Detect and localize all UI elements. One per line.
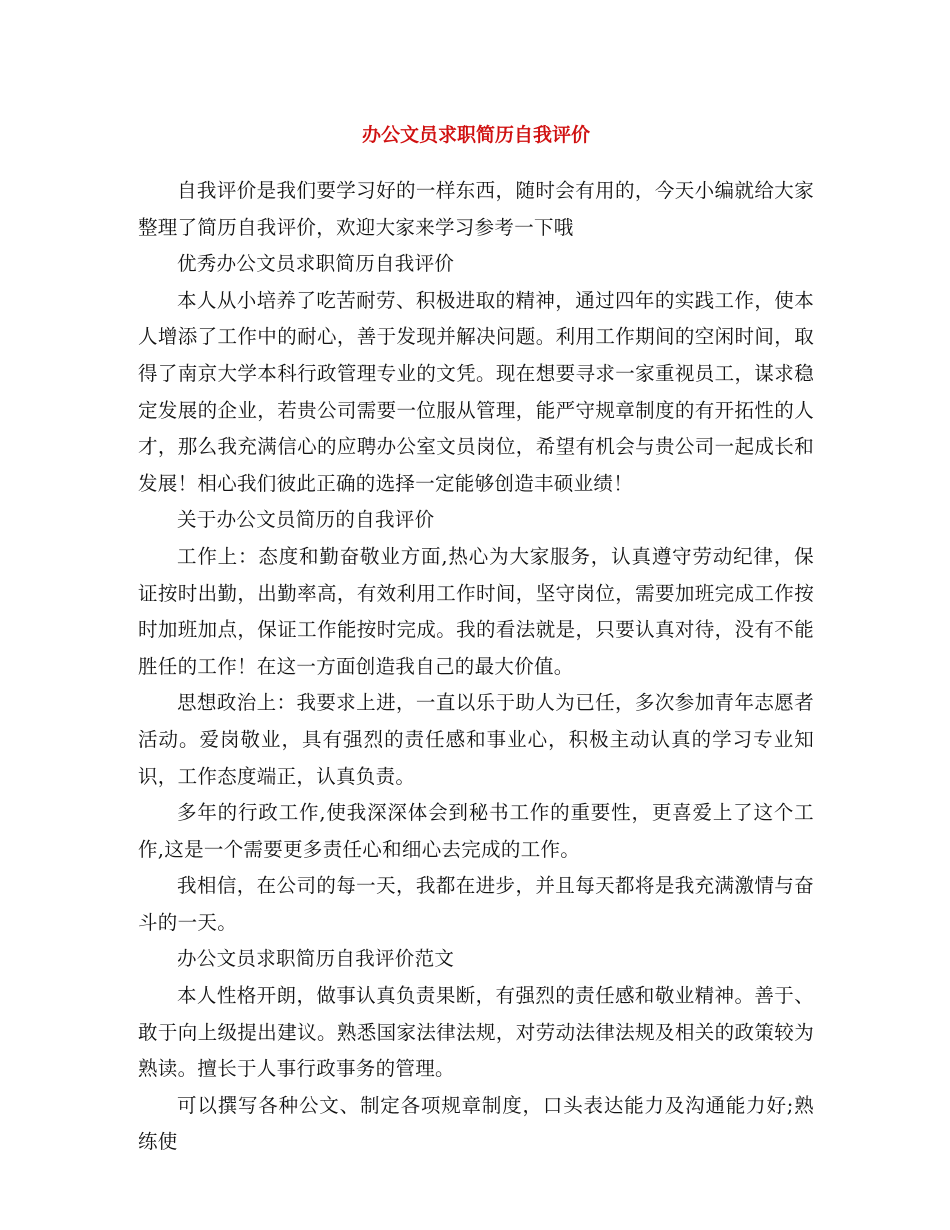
body-paragraph: 思想政治上：我要求上进，一直以乐于助人为已任，多次参加青年志愿者活动。爱岗敬业，具有强烈的责任感和事业心，积极主动认真的学习专业知识，工作态度端正，认真负责。 (138, 691, 814, 788)
document-page (138, 118, 814, 1161)
body-paragraph: 本人性格开朗，做事认真负责果断，有强烈的责任感和敬业精神。善于、敢于向上级提出建议。熟悉国家法律法规，对劳动法律法规及相关的政策较为熟读。擅长于人事行政事务的管理。 (138, 984, 814, 1081)
body-paragraph: 多年的行政工作,使我深深体会到秘书工作的重要性，更喜爱上了这个工作,这是一个需要更多责任心和细心去完成的工作。 (138, 801, 814, 861)
body-paragraph: 本人从小培养了吃苦耐劳、积极进取的精神，通过四年的实践工作，使本人增添了工作中的耐心，善于发现并解决问题。利用工作期间的空闲时间，取得了南京大学本科行政管理专业的文凭。现在想要寻求一家重视员工，谋求稳定发展的企业，若贵公司需要一位服从管理，能严守规章制度的有开拓性的人才，那么我充满信心的应聘办公室文员岗位，希望有机会与贵公司一起成长和发展！相心我们彼此正确的选择一定能够创造丰硕业绩！ (138, 288, 814, 495)
section-heading-about: 关于办公文员简历的自我评价 (177, 508, 435, 532)
section-heading-sample: 办公文员求职简历自我评价范文 (177, 947, 455, 971)
body-paragraph: 工作上：态度和勤奋敬业方面,热心为大家服务，认真遵守劳动纪律，保证按时出勤，出勤率高，有效利用工作时间，坚守岗位，需要加班完成工作按时加班加点，保证工作能按时完成。我的看法就是，只要认真对待，没有不能胜任的工作！在这一方面创造我自己的最大价值。 (138, 544, 814, 678)
body-paragraph: 我相信，在公司的每一天，我都在进步，并且每天都将是我充满激情与奋斗的一天。 (138, 874, 814, 934)
document-title: 办公文员求职简历自我评价 (361, 124, 590, 146)
intro-paragraph: 自我评价是我们要学习好的一样东西，随时会有用的，今天小编就给大家整理了简历自我评价，欢迎大家来学习参考一下哦 (138, 179, 814, 239)
section-heading-excellent: 优秀办公文员求职简历自我评价 (177, 252, 455, 276)
body-paragraph: 可以撰写各种公文、制定各项规章制度，口头表达能力及沟通能力好;熟练使 (138, 1093, 814, 1154)
